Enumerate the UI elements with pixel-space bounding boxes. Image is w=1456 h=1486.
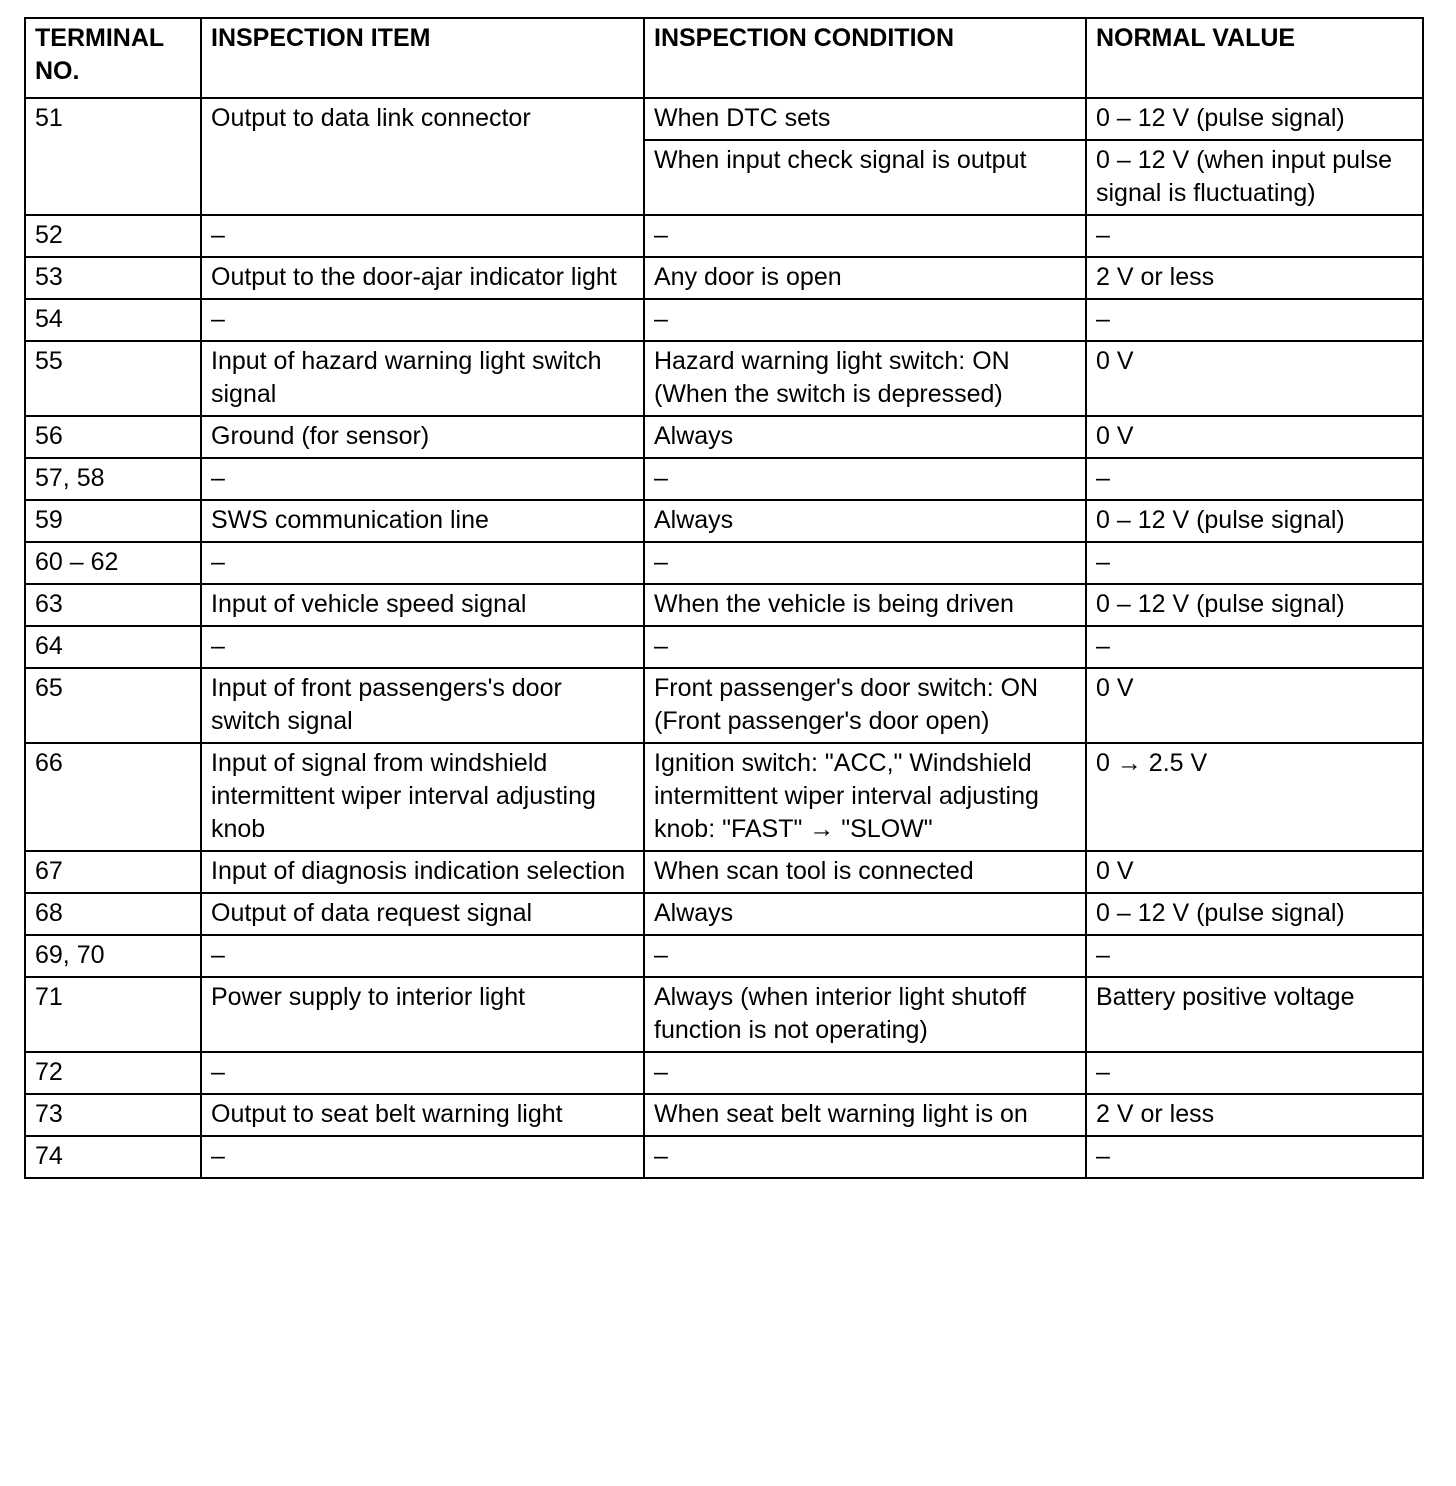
normal-value-cell: 0 – 12 V (pulse signal) (1086, 584, 1423, 626)
normal-value-cell: Battery positive voltage (1086, 977, 1423, 1052)
inspection-item-cell: Input of signal from windshield intermittent wiper interval adjusting knob (201, 743, 644, 851)
inspection-condition-cell: – (644, 626, 1086, 668)
inspection-item-cell: Input of vehicle speed signal (201, 584, 644, 626)
terminal-no-cell: 59 (25, 500, 201, 542)
table-row (25, 215, 1423, 257)
inspection-condition-cell: Always (644, 893, 1086, 935)
inspection-item-cell: – (201, 299, 644, 341)
normal-value-cell: 0 V (1086, 851, 1423, 893)
table-row (25, 935, 1423, 977)
inspection-condition-cell: – (644, 935, 1086, 977)
normal-value-cell: 0 → 2.5 V (1086, 743, 1423, 851)
terminal-no-cell: 51 (25, 98, 201, 215)
inspection-condition-cell: – (644, 1136, 1086, 1178)
table-row (25, 893, 1423, 935)
table-row (25, 584, 1423, 626)
inspection-condition-cell: – (644, 458, 1086, 500)
terminal-no-cell: 72 (25, 1052, 201, 1094)
normal-value-cell: – (1086, 542, 1423, 584)
inspection-condition-cell: Hazard warning light switch: ON (When the switch is depressed) (644, 341, 1086, 416)
terminal-no-cell: 64 (25, 626, 201, 668)
table-row (25, 626, 1423, 668)
inspection-condition-cell: Always (644, 416, 1086, 458)
table-row (25, 458, 1423, 500)
normal-value-cell: – (1086, 935, 1423, 977)
normal-value-cell: – (1086, 458, 1423, 500)
table-row (25, 1052, 1423, 1094)
header-inspection-item: INSPECTION ITEM (201, 18, 644, 98)
terminal-no-cell: 63 (25, 584, 201, 626)
terminal-no-cell: 67 (25, 851, 201, 893)
terminal-no-cell: 54 (25, 299, 201, 341)
normal-value-cell: 0 – 12 V (pulse signal) (1086, 98, 1423, 140)
normal-value-cell: 2 V or less (1086, 257, 1423, 299)
inspection-condition-cell: Any door is open (644, 257, 1086, 299)
inspection-item-cell: Input of front passengers's door switch signal (201, 668, 644, 743)
inspection-item-cell: Output to the door-ajar indicator light (201, 257, 644, 299)
table-row (25, 977, 1423, 1052)
table-row (25, 500, 1423, 542)
terminal-no-cell: 65 (25, 668, 201, 743)
inspection-item-cell: Power supply to interior light (201, 977, 644, 1052)
terminal-no-cell: 56 (25, 416, 201, 458)
normal-value-cell: 2 V or less (1086, 1094, 1423, 1136)
inspection-condition-cell: When seat belt warning light is on (644, 1094, 1086, 1136)
terminal-no-cell: 71 (25, 977, 201, 1052)
inspection-condition-cell: – (644, 542, 1086, 584)
normal-value-cell: 0 V (1086, 341, 1423, 416)
normal-value-cell: – (1086, 626, 1423, 668)
inspection-item-cell: Input of diagnosis indication selection (201, 851, 644, 893)
inspection-condition-cell: – (644, 299, 1086, 341)
header-inspection-condition: INSPECTION CONDITION (644, 18, 1086, 98)
inspection-condition-cell: – (644, 1052, 1086, 1094)
inspection-condition-cell: – (644, 215, 1086, 257)
inspection-item-cell: Output of data request signal (201, 893, 644, 935)
normal-value-cell: 0 – 12 V (pulse signal) (1086, 893, 1423, 935)
inspection-item-cell: Output to data link connector (201, 98, 644, 215)
normal-value-cell: – (1086, 1136, 1423, 1178)
inspection-condition-cell: When input check signal is output (644, 140, 1086, 215)
normal-value-cell: – (1086, 215, 1423, 257)
table-row (25, 416, 1423, 458)
table-row (25, 299, 1423, 341)
inspection-item-cell: – (201, 1136, 644, 1178)
header-normal-value: NORMAL VALUE (1086, 18, 1423, 98)
inspection-condition-cell: Always (when interior light shutoff function is not operating) (644, 977, 1086, 1052)
normal-value-cell: – (1086, 1052, 1423, 1094)
inspection-item-cell: – (201, 458, 644, 500)
table-row (25, 341, 1423, 416)
terminal-no-cell: 57, 58 (25, 458, 201, 500)
normal-value-cell: 0 V (1086, 668, 1423, 743)
terminal-no-cell: 60 – 62 (25, 542, 201, 584)
inspection-condition-cell: When scan tool is connected (644, 851, 1086, 893)
table-row (25, 542, 1423, 584)
terminal-no-cell: 69, 70 (25, 935, 201, 977)
terminal-no-cell: 73 (25, 1094, 201, 1136)
table-row (25, 668, 1423, 743)
inspection-item-cell: – (201, 215, 644, 257)
table-row (25, 1136, 1423, 1178)
inspection-item-cell: Output to seat belt warning light (201, 1094, 644, 1136)
inspection-item-cell: – (201, 1052, 644, 1094)
inspection-item-cell: – (201, 626, 644, 668)
terminal-no-cell: 66 (25, 743, 201, 851)
terminal-no-cell: 52 (25, 215, 201, 257)
inspection-condition-cell: Always (644, 500, 1086, 542)
terminal-no-cell: 74 (25, 1136, 201, 1178)
table-body (25, 98, 1423, 1178)
terminal-no-cell: 68 (25, 893, 201, 935)
terminal-no-cell: 55 (25, 341, 201, 416)
terminal-no-cell: 53 (25, 257, 201, 299)
inspection-condition-cell: When the vehicle is being driven (644, 584, 1086, 626)
inspection-condition-cell: Ignition switch: "ACC," Windshield intermittent wiper interval adjusting knob: "FAST" → "SLOW" (644, 743, 1086, 851)
table-row (25, 851, 1423, 893)
terminal-inspection-table (24, 17, 1424, 1179)
normal-value-cell: 0 – 12 V (pulse signal) (1086, 500, 1423, 542)
table-row (25, 1094, 1423, 1136)
inspection-item-cell: Ground (for sensor) (201, 416, 644, 458)
header-row (25, 18, 1423, 98)
normal-value-cell: – (1086, 299, 1423, 341)
inspection-item-cell: – (201, 542, 644, 584)
inspection-item-cell: Input of hazard warning light switch signal (201, 341, 644, 416)
normal-value-cell: 0 – 12 V (when input pulse signal is fluctuating) (1086, 140, 1423, 215)
inspection-item-cell: – (201, 935, 644, 977)
inspection-item-cell: SWS communication line (201, 500, 644, 542)
normal-value-cell: 0 V (1086, 416, 1423, 458)
table-row (25, 257, 1423, 299)
table-row (25, 98, 1423, 140)
header-terminal-no: TERMINAL NO. (25, 18, 201, 98)
table-row (25, 743, 1423, 851)
inspection-condition-cell: When DTC sets (644, 98, 1086, 140)
inspection-condition-cell: Front passenger's door switch: ON (Front passenger's door open) (644, 668, 1086, 743)
